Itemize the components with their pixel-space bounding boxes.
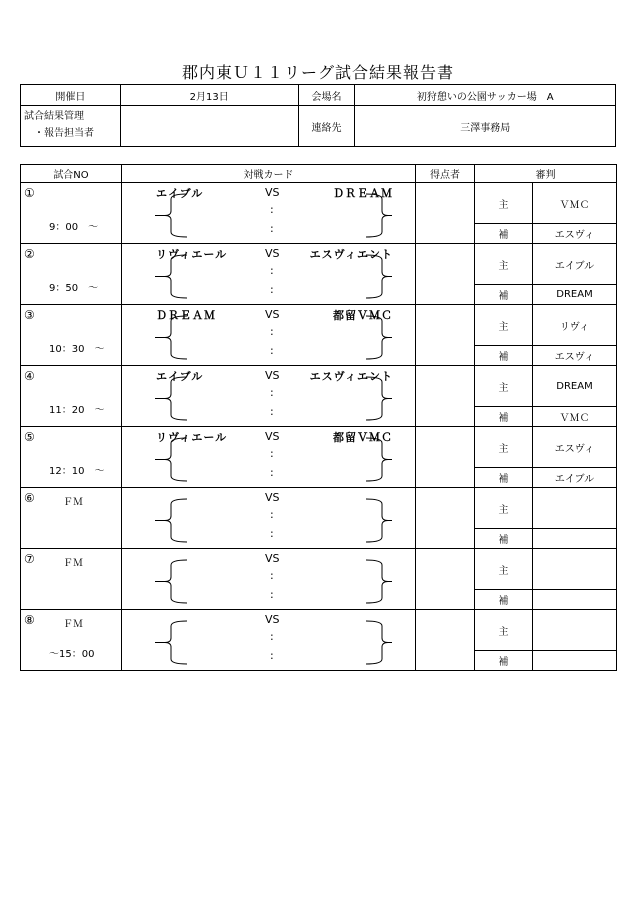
match-card-cell [122,183,416,244]
col-header-card: 対戦カード [122,165,416,183]
match-number-cell [21,305,122,366]
referee-main-name[interactable]: リヴィ [533,305,617,346]
referee-main-label: 主 [475,183,533,224]
left-brace-icon [155,559,195,604]
score-separator: : [270,222,274,235]
match-number-cell [21,366,122,427]
referee-sub-label: 補 [475,468,533,488]
match-row-main [21,366,617,407]
scorer-cell[interactable] [416,244,475,305]
right-brace-icon [358,254,398,299]
vs-label: VS [265,186,280,199]
right-brace-icon [358,315,398,360]
referee-main-name[interactable] [533,610,617,651]
scorer-cell[interactable] [416,183,475,244]
referee-sub-name[interactable] [533,590,617,610]
away-team: 都留ＶＭＣ [333,309,393,322]
match-number-cell [21,183,122,244]
right-brace-icon [358,193,398,238]
referee-sub-name[interactable]: エスヴィ [533,346,617,366]
match-card-cell [122,244,416,305]
referee-main-name[interactable]: DREAM [533,366,617,407]
match-time: 12：10 ～ [49,466,105,477]
match-number: ③ [24,308,35,322]
referee-sub-label: 補 [475,407,533,427]
col-header-no: 試合NO [21,165,122,183]
match-row-main [21,183,617,224]
score-separator: : [270,386,274,399]
match-number: ② [24,247,35,261]
referee-sub-label: 補 [475,651,533,671]
match-number: ① [24,186,35,200]
venue-value[interactable]: 初狩憩いの公園サッカー場 A [355,85,616,106]
match-row-main [21,427,617,468]
score-separator: : [270,649,274,662]
away-team: エスヴィエント [309,370,393,383]
score-separator: : [270,203,274,216]
score-separator: : [270,283,274,296]
referee-main-name[interactable] [533,488,617,529]
match-number-cell [21,244,122,305]
right-brace-icon [358,498,398,543]
home-team: リヴィエール [156,248,228,261]
referee-sub-name[interactable] [533,529,617,549]
right-brace-icon [358,620,398,665]
score-separator: : [270,466,274,479]
referee-sub-name[interactable]: ＶＭＣ [533,407,617,427]
match-table [20,164,617,671]
match-row-main [21,305,617,346]
match-card-cell [122,488,416,549]
match-time: ～15：00 [49,649,95,660]
left-brace-icon [155,498,195,543]
match-number-cell [21,549,122,610]
match-time: 9：00 ～ [49,222,99,233]
referee-main-label: 主 [475,366,533,407]
right-brace-icon [358,559,398,604]
col-header-scorer: 得点者 [416,165,475,183]
away-team: 都留ＶＭＣ [333,431,393,444]
scorer-cell[interactable] [416,610,475,671]
referee-main-label: 主 [475,427,533,468]
match-number: ⑥ [24,491,35,505]
match-number: ⑤ [24,430,35,444]
venue-label: 会場名 [298,85,355,106]
referee-main-label: 主 [475,305,533,346]
referee-main-label: 主 [475,549,533,590]
referee-sub-label: 補 [475,285,533,305]
match-card-cell [122,305,416,366]
match-row-main [21,549,617,590]
referee-sub-label: 補 [475,346,533,366]
right-brace-icon [358,437,398,482]
vs-label: VS [265,247,280,260]
col-header-referee: 審判 [475,165,617,183]
score-separator: : [270,630,274,643]
manager-label-line1: 試合結果管理 [24,111,84,122]
match-card-cell [122,610,416,671]
right-brace-icon [358,376,398,421]
match-fm: ＦＭ [63,619,83,630]
left-brace-icon [155,376,195,421]
date-value[interactable]: 2月13日 [120,85,298,106]
match-row-main [21,488,617,529]
referee-main-label: 主 [475,488,533,529]
match-fm: ＦＭ [63,497,83,508]
page-title: 郡内東Ｕ１１リーグ試合結果報告書 [181,63,454,82]
vs-label: VS [265,552,280,565]
away-team: エスヴィエント [309,248,393,261]
score-separator: : [270,325,274,338]
vs-label: VS [265,369,280,382]
referee-sub-name[interactable]: エスヴィ [533,224,617,244]
scorer-cell[interactable] [416,366,475,427]
scorer-cell[interactable] [416,549,475,610]
home-team: エイブル [156,187,204,200]
referee-main-label: 主 [475,610,533,651]
referee-sub-name[interactable] [533,651,617,671]
contact-value[interactable]: 三澤事務局 [355,106,616,147]
referee-main-name[interactable]: エイブル [533,244,617,285]
match-number: ⑧ [24,613,35,627]
match-time: 9：50 ～ [49,283,99,294]
match-card-cell [122,366,416,427]
score-separator: : [270,569,274,582]
vs-label: VS [265,308,280,321]
contact-label: 連絡先 [298,106,355,147]
referee-sub-label: 補 [475,590,533,610]
match-number-cell [21,610,122,671]
referee-main-name[interactable]: ＶＭＣ [533,183,617,224]
away-team: ＤＲＥＡＭ [333,187,393,200]
match-fm: ＦＭ [63,558,83,569]
left-brace-icon [155,620,195,665]
home-team: ＤＲＥＡＭ [156,309,216,322]
home-team: リヴィエール [156,431,228,444]
scorer-cell[interactable] [416,488,475,549]
vs-label: VS [265,491,280,504]
score-separator: : [270,447,274,460]
match-number: ⑦ [24,552,35,566]
manager-label-line2: ・報告担当者 [34,128,94,139]
match-time: 10：30 ～ [49,344,105,355]
match-number-cell [21,427,122,488]
match-card-cell [122,427,416,488]
referee-main-name[interactable] [533,549,617,590]
left-brace-icon [155,437,195,482]
referee-sub-name[interactable]: エイブル [533,468,617,488]
scorer-cell[interactable] [416,427,475,488]
referee-main-label: 主 [475,244,533,285]
left-brace-icon [155,315,195,360]
score-separator: : [270,588,274,601]
vs-label: VS [265,613,280,626]
score-separator: : [270,405,274,418]
score-separator: : [270,264,274,277]
match-row-main [21,244,617,285]
manager-label [21,106,121,147]
referee-sub-label: 補 [475,224,533,244]
referee-main-name[interactable]: エスヴィ [533,427,617,468]
score-separator: : [270,508,274,521]
referee-sub-label: 補 [475,529,533,549]
home-team: エイブル [156,370,204,383]
date-label: 開催日 [21,85,121,106]
left-brace-icon [155,193,195,238]
score-separator: : [270,527,274,540]
match-number-cell [21,488,122,549]
referee-sub-name[interactable]: DREAM [533,285,617,305]
match-time: 11：20 ～ [49,405,105,416]
left-brace-icon [155,254,195,299]
manager-value[interactable] [120,106,298,147]
match-number: ④ [24,369,35,383]
header-table [20,84,616,147]
match-row-main [21,610,617,651]
scorer-cell[interactable] [416,305,475,366]
match-card-cell [122,549,416,610]
vs-label: VS [265,430,280,443]
score-separator: : [270,344,274,357]
